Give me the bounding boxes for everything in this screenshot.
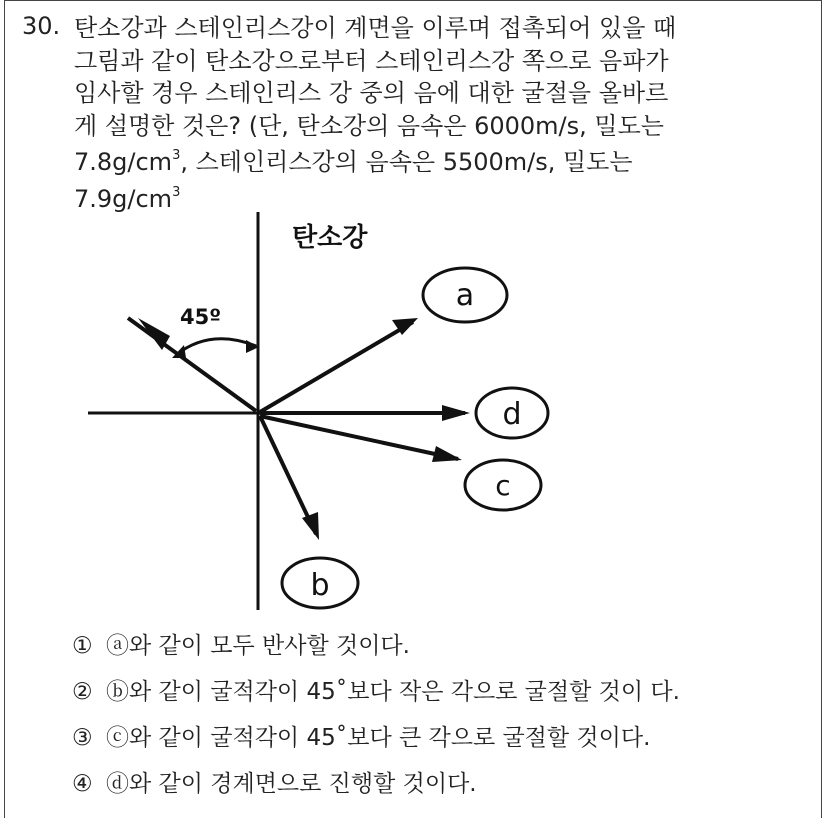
question-line-3: 임사할 경우 스테인리스 강 중의 음에 대한 굴절을 올바르: [74, 79, 669, 107]
option-4-number: ④: [72, 771, 93, 797]
option-3[interactable]: [72, 722, 772, 754]
ray-a: [260, 322, 413, 412]
option-2-number: ②: [72, 679, 93, 705]
option-1[interactable]: [72, 630, 772, 662]
angle-label: 45º: [180, 305, 222, 329]
density-exponent-2: 3: [172, 184, 181, 200]
incident-ray: [128, 318, 256, 411]
option-2[interactable]: [72, 676, 772, 708]
option-3-text: ⓒ와 같이 굴적각이 45˚보다 큰 각으로 굴절할 것이다.: [106, 725, 651, 751]
ray-d-arrowhead: [442, 405, 470, 421]
label-d: d: [502, 397, 522, 432]
ray-c-arrowhead: [432, 446, 462, 462]
density-stainless: 7.9g/cm: [74, 184, 173, 213]
label-c: c: [495, 469, 511, 502]
question-text: [74, 12, 774, 215]
refraction-diagram: [80, 200, 560, 620]
line-5-rest: , 스테인리스강의 음속은 5500m/s, 밀도는: [180, 148, 633, 176]
option-4-text: ⓓ와 같이 경계면으로 진행할 것이다.: [106, 771, 477, 797]
option-1-text: ⓐ와 같이 모두 반사할 것이다.: [106, 633, 410, 659]
question-line-4: 게 설명한 것은? (단, 탄소강의 음속은 6000m/s, 밀도는: [74, 111, 664, 140]
option-2-text: ⓑ와 같이 굴적각이 45˚보다 작은 각으로 굴절할 것이 다.: [106, 679, 680, 705]
ray-c: [260, 416, 458, 459]
question-line-2: 그림과 같이 탄소강으로부터 스테인리스강 쪽으로 음파가: [74, 46, 669, 75]
answer-options: [72, 630, 772, 814]
option-3-number: ③: [72, 725, 93, 751]
medium-label: 탄소강: [292, 223, 368, 253]
density-exponent: 3: [172, 148, 181, 163]
question-line-1: 탄소강과 스테인리스강이 계면을 이루며 접촉되어 있을 때: [74, 14, 677, 42]
label-b: b: [310, 568, 330, 603]
question-number: 30.: [22, 12, 61, 40]
option-4[interactable]: [72, 768, 772, 800]
label-a: a: [455, 278, 475, 313]
option-1-number: ①: [72, 633, 93, 659]
angle-arc: [176, 339, 256, 355]
density-carbon: 7.8g/cm: [74, 148, 173, 176]
question-line-5: [74, 142, 774, 179]
ray-b-arrowhead: [302, 512, 319, 540]
